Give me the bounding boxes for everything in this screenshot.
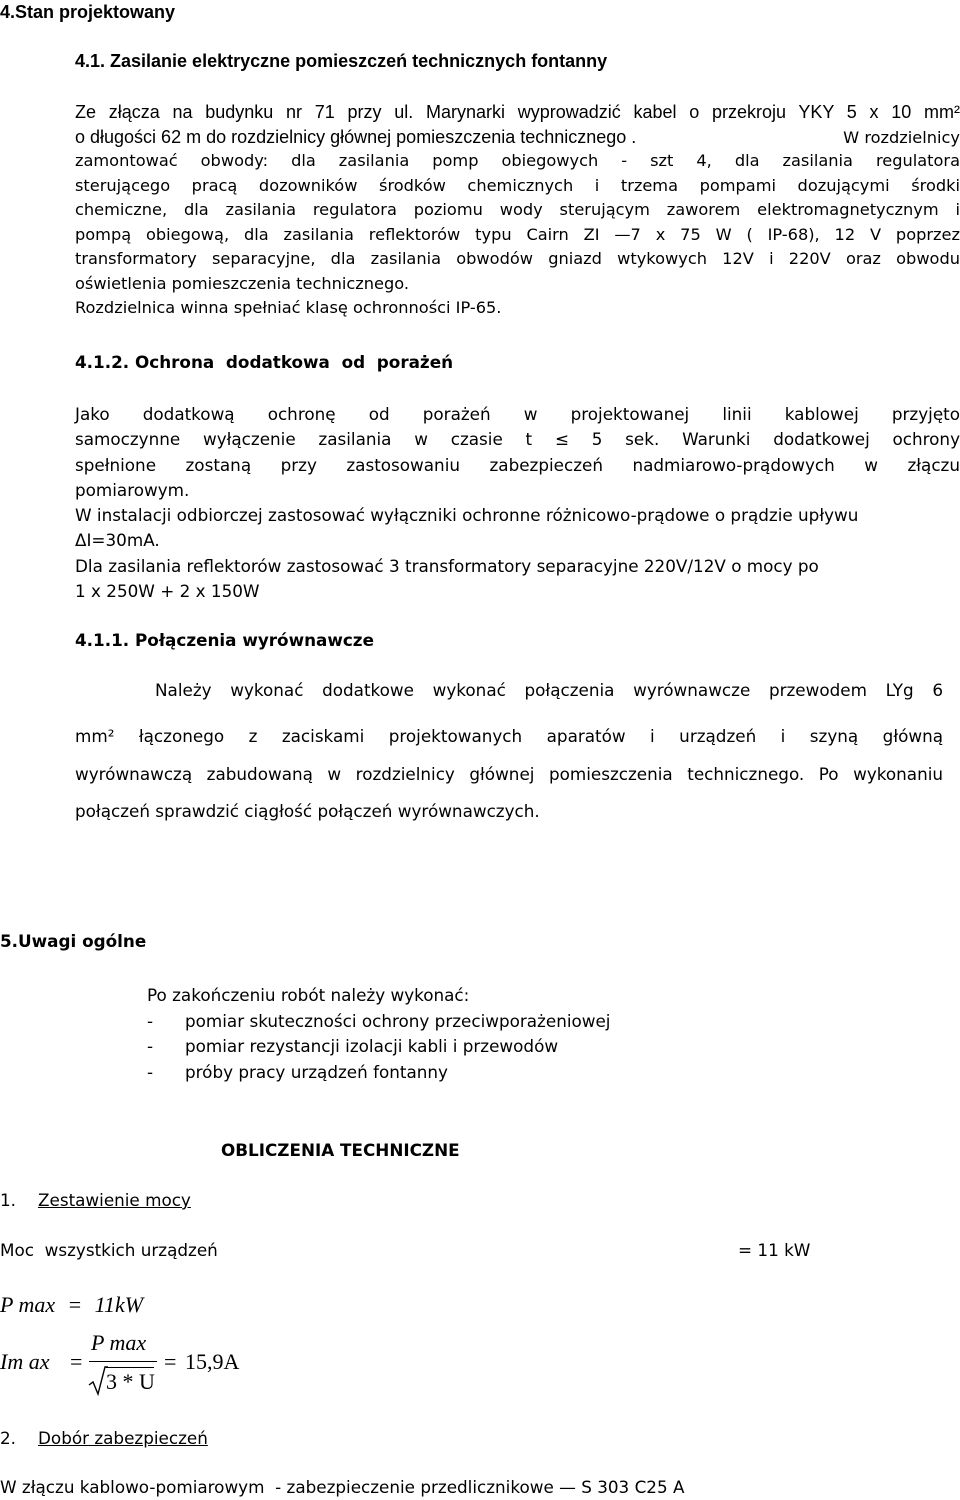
paragraph-line: Jako dodatkową ochronę od porażeń w projektowanej linii kablowej przyjęto: [75, 404, 960, 424]
equation-imax: [0, 1330, 300, 1400]
list-item-text: pomiar skuteczności ochrony przeciwporażeniowej: [185, 1010, 611, 1031]
paragraph-line: pompą obiegową, dla zasilania reflektorów typu Cairn ZI —7 x 75 W ( IP-68), 12 V poprzez: [75, 224, 960, 244]
paragraph-line: Dla zasilania reflektorów zastosować 3 transformatory separacyjne 220V/12V o mocy po: [75, 555, 819, 576]
paragraph-line-tail: W rozdzielnicy: [843, 127, 960, 147]
calc-item-number: 2.: [0, 1428, 17, 1448]
sqrt-icon: [88, 1366, 108, 1396]
section-4-1-1-paragraph: [75, 718, 943, 831]
paragraph-line: wyrównawczą zabudowaną w rozdzielnicy głównej pomieszczenia technicznego. Po wykonaniu: [75, 763, 943, 784]
paragraph-line: Należy wykonać dodatkowe wykonać połączenia wyrównawcze przewodem LYg 6: [155, 680, 943, 700]
calc-item-1: [0, 1190, 191, 1210]
list-item-text: pomiar rezystancji izolacji kabli i przewodów: [185, 1036, 559, 1056]
eq-rhs: 11kW: [94, 1292, 144, 1317]
power-value: = 11 kW: [738, 1240, 811, 1260]
calc-item-title: Dobór zabezpieczeń: [38, 1428, 208, 1448]
eq-sign: =: [68, 1292, 82, 1317]
paragraph-line: sterującego pracą dozowników środków chemicznych i trzema pompami dozującymi środki: [75, 175, 960, 195]
paragraph-line: połączeń sprawdzić ciągłość połączeń wyrównawczych.: [75, 801, 540, 821]
list-dash: -: [147, 1036, 154, 1056]
calc-heading: OBLICZENIA TECHNICZNE: [221, 1140, 460, 1160]
paragraph-line: Rozdzielnica winna spełniać klasę ochronności IP-65.: [75, 298, 502, 317]
section-4-1-2-heading: 4.1.2. Ochrona dodatkowa od porażeń: [75, 352, 454, 372]
paragraph-line: transformatory separacyjne, dla zasilania obwodów gniazd wtykowych 12V i 220V oraz obwodu: [75, 249, 960, 268]
eq-lhs: P max: [0, 1292, 56, 1317]
protection-line: W złączu kablowo-pomiarowym - zabezpieczenie przedlicznikowe — S 303 C25 A: [0, 1477, 685, 1497]
section-5-list: [147, 983, 610, 1085]
list-item: [147, 1060, 610, 1086]
paragraph-line: zamontować obwody: dla zasilania pomp obiegowych - szt 4, dla zasilania regulatora: [75, 151, 960, 170]
fraction-denominator: 3 * U: [106, 1369, 155, 1394]
list-item: [147, 1009, 610, 1035]
list-dash: -: [147, 1010, 154, 1031]
paragraph-line: chemiczne, dla zasilania regulatora poziomu wody sterującym zaworem elektromagnetycznym i: [75, 200, 960, 219]
eq-sign: =: [70, 1349, 83, 1374]
calc-item-title: Zestawienie mocy: [38, 1190, 191, 1210]
paragraph-line: Ze złącza na budynku nr 71 przy ul. Marynarki wyprowadzić kabel o przekroju YKY 5 x 10 mm²: [75, 102, 960, 122]
paragraph-line: spełnione zostaną przy zastosowaniu zabezpieczeń nadmiarowo-prądowych w złączu: [75, 454, 960, 475]
list-item-text: próby pracy urządzeń fontanny: [185, 1061, 448, 1082]
paragraph-line: W instalacji odbiorczej zastosować wyłączniki ochronne różnicowo-prądowe o prądzie upływu: [75, 505, 859, 526]
eq-lhs: Im ax: [0, 1349, 50, 1374]
eq-rhs: 15,9A: [185, 1349, 240, 1374]
list-dash: -: [147, 1061, 154, 1082]
section-4-1-1-first-line: [155, 680, 943, 700]
fraction-bar: [89, 1361, 157, 1362]
equation-pmax: [0, 1292, 143, 1318]
paragraph-line: ΔI=30mA.: [75, 530, 160, 551]
calc-item-number: 1.: [0, 1190, 17, 1210]
section-4-1-paragraph: [75, 100, 960, 321]
list-item: [147, 1034, 610, 1060]
eq-sign: =: [164, 1349, 177, 1374]
paragraph-line: samoczynne wyłączenie zasilania w czasie t ≤ 5 sek. Warunki dodatkowej ochrony: [75, 429, 960, 450]
paragraph-line-text: o długości 62 m do rozdzielnicy głównej pomieszczenia technicznego .: [75, 126, 637, 147]
section-4-heading: 4.Stan projektowany: [0, 2, 176, 22]
paragraph-line: oświetlenia pomieszczenia technicznego.: [75, 273, 410, 293]
list-intro: Po zakończeniu robót należy wykonać:: [147, 985, 470, 1005]
section-4-1-2-paragraph: [75, 402, 960, 604]
section-4-1-heading: 4.1. Zasilanie elektryczne pomieszczeń technicznych fontanny: [75, 51, 608, 71]
sqrt-bar: [106, 1367, 154, 1368]
calc-item-2: [0, 1428, 208, 1448]
paragraph-line: pomiarowym.: [75, 479, 190, 500]
section-5-heading: 5.Uwagi ogólne: [0, 931, 147, 951]
section-4-1-1-heading: 4.1.1. Połączenia wyrównawcze: [75, 630, 374, 650]
power-label: Moc wszystkich urządzeń: [0, 1240, 218, 1260]
paragraph-line: 1 x 250W + 2 x 150W: [75, 581, 260, 602]
paragraph-line: mm² łączonego z zaciskami projektowanych aparatów i urządzeń i szyną główną: [75, 726, 943, 746]
fraction-numerator: P max: [91, 1330, 147, 1355]
paragraph-line: [75, 125, 960, 150]
